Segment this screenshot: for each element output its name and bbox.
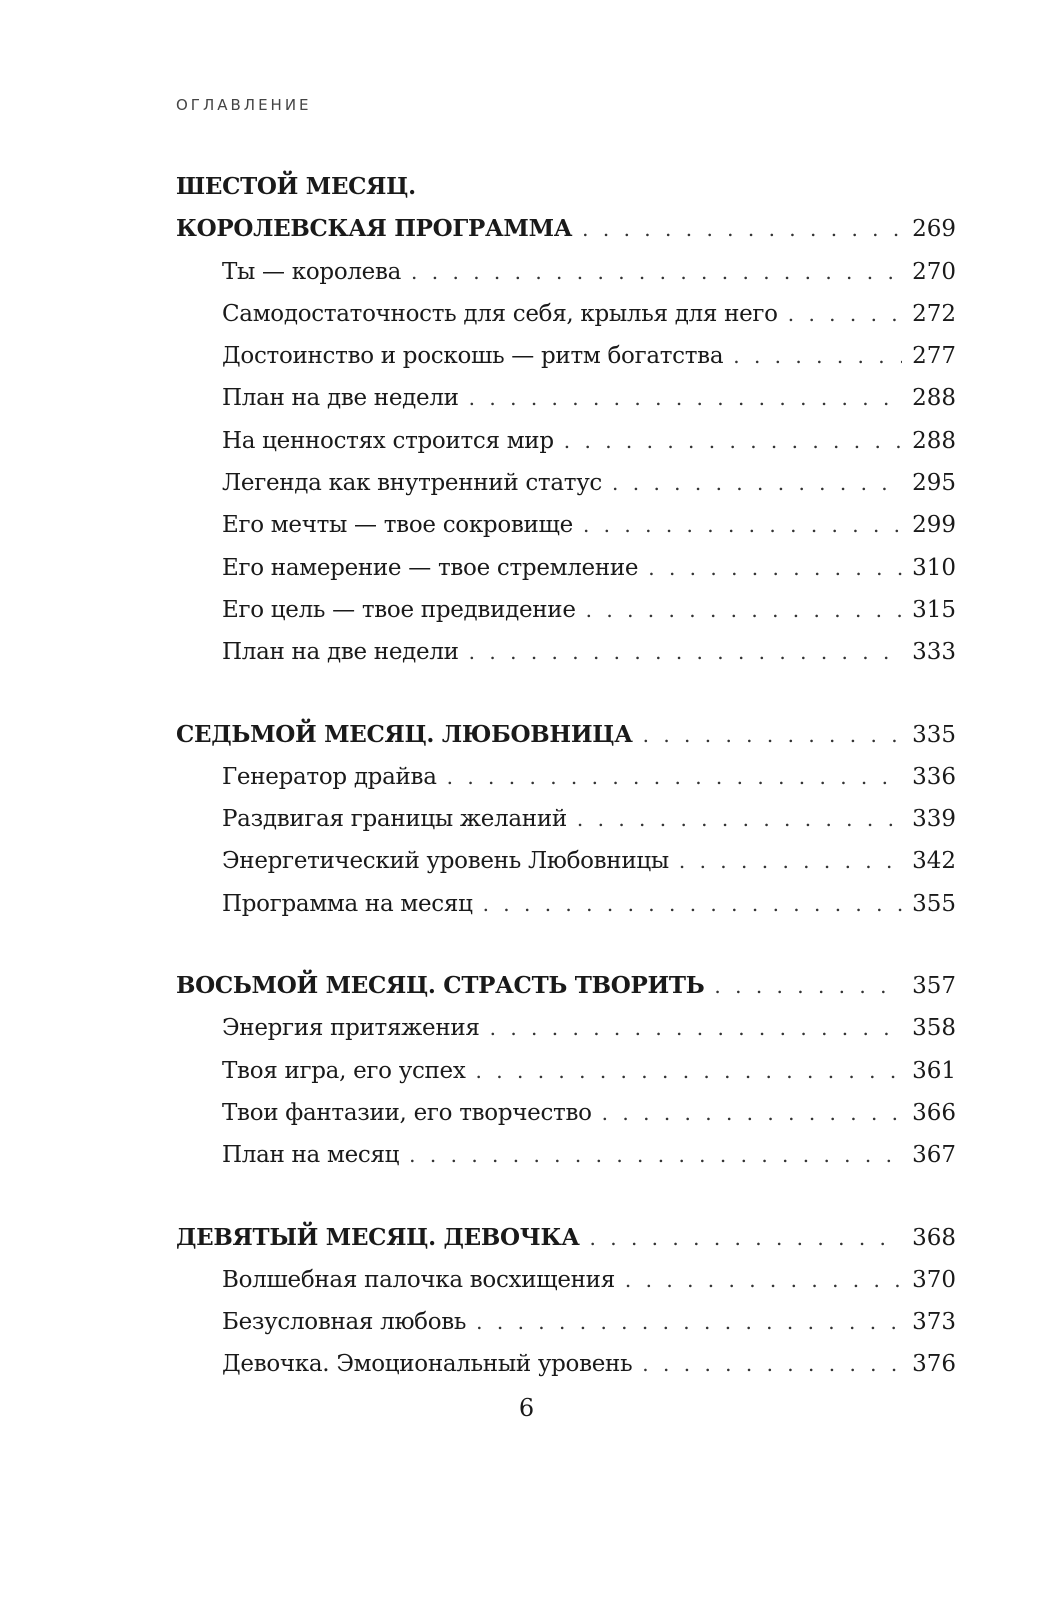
entry-page: 367 xyxy=(912,1142,956,1169)
dot-leader xyxy=(469,631,902,673)
entry-page: 373 xyxy=(912,1309,956,1336)
entry-title: Самодостаточность для себя, крылья для него xyxy=(222,300,778,327)
entry-title: Энергетический уровень Любовницы xyxy=(222,848,669,875)
toc-entry-major[interactable] xyxy=(176,208,956,250)
toc-entry[interactable] xyxy=(176,420,956,462)
entry-title: Волшебная палочка восхищения xyxy=(222,1266,615,1293)
dot-leader xyxy=(582,208,902,250)
entry-page: 315 xyxy=(912,596,956,623)
dot-leader xyxy=(469,377,902,419)
dot-leader xyxy=(483,883,902,925)
entry-title: Его мечты — твое сокровище xyxy=(222,512,573,539)
toc-entry-major[interactable] xyxy=(176,965,956,1007)
entry-title: Безусловная любовь xyxy=(222,1309,467,1336)
dot-leader xyxy=(586,589,902,631)
entry-page: 269 xyxy=(912,216,956,243)
entry-title: План на две недели xyxy=(222,385,459,412)
dot-leader xyxy=(476,1301,902,1343)
dot-leader xyxy=(409,1134,902,1176)
entry-page: 370 xyxy=(912,1266,956,1293)
dot-leader xyxy=(788,293,902,335)
entry-page: 339 xyxy=(912,806,956,833)
entry-page: 336 xyxy=(912,763,956,790)
entry-title: На ценностях строится мир xyxy=(222,427,554,454)
dot-leader xyxy=(648,547,902,589)
entry-page: 366 xyxy=(912,1099,956,1126)
dot-leader xyxy=(411,251,902,293)
dot-leader xyxy=(476,1050,902,1092)
dot-leader xyxy=(564,420,902,462)
entry-page: 376 xyxy=(912,1351,956,1378)
dot-leader xyxy=(490,1007,902,1049)
entry-page: 310 xyxy=(912,554,956,581)
toc-entry[interactable] xyxy=(176,756,956,798)
toc-entry[interactable] xyxy=(176,798,956,840)
entry-title: План на месяц xyxy=(222,1142,400,1169)
dot-leader xyxy=(625,1259,902,1301)
dot-leader xyxy=(643,714,902,756)
toc-entry[interactable] xyxy=(176,251,956,293)
toc-entry[interactable] xyxy=(176,840,956,882)
entry-title: Его цель — твое предвидение xyxy=(222,596,576,623)
entry-page: 277 xyxy=(912,343,956,370)
entry-page: 358 xyxy=(912,1015,956,1042)
toc-entry[interactable] xyxy=(176,547,956,589)
dot-leader xyxy=(642,1343,902,1385)
entry-title: План на две недели xyxy=(222,639,459,666)
dot-leader xyxy=(612,462,902,504)
toc-entry[interactable] xyxy=(176,1007,956,1049)
entry-page: 342 xyxy=(912,848,956,875)
dot-leader xyxy=(577,798,902,840)
entry-title: Программа на месяц xyxy=(222,890,473,917)
toc-entry[interactable] xyxy=(176,377,956,419)
toc-entry[interactable] xyxy=(176,1050,956,1092)
toc-entry-major[interactable] xyxy=(176,714,956,756)
entry-title: Энергия притяжения xyxy=(222,1015,480,1042)
running-head: ОГЛАВЛЕНИЕ xyxy=(176,96,312,114)
toc-entry[interactable] xyxy=(176,293,956,335)
entry-title: КОРОЛЕВСКАЯ ПРОГРАММА xyxy=(176,215,573,243)
toc-entry[interactable] xyxy=(176,1134,956,1176)
entry-page: 355 xyxy=(912,890,956,917)
toc-entry[interactable] xyxy=(176,504,956,546)
entry-page: 288 xyxy=(912,385,956,412)
entry-title: Генератор драйва xyxy=(222,763,437,790)
toc-entry-major[interactable] xyxy=(176,1217,956,1259)
toc-entry[interactable] xyxy=(176,462,956,504)
entry-title: СЕДЬМОЙ МЕСЯЦ. ЛЮБОВНИЦА xyxy=(176,720,633,748)
entry-title: ВОСЬМОЙ МЕСЯЦ. СТРАСТЬ ТВОРИТЬ xyxy=(176,972,705,1000)
entry-title: Твоя игра, его успех xyxy=(222,1057,466,1084)
dot-leader xyxy=(714,965,902,1007)
entry-page: 270 xyxy=(912,258,956,285)
toc-section-month-7 xyxy=(176,714,956,925)
entry-title: Раздвигая границы желаний xyxy=(222,806,567,833)
entry-page: 272 xyxy=(912,300,956,327)
toc-section-month-6 xyxy=(176,166,956,674)
section-heading-line: ШЕСТОЙ МЕСЯЦ. xyxy=(176,173,416,200)
entry-page: 368 xyxy=(912,1224,956,1251)
entry-page: 333 xyxy=(912,639,956,666)
table-of-contents xyxy=(176,166,956,1426)
dot-leader xyxy=(583,504,902,546)
toc-entry[interactable] xyxy=(176,1301,956,1343)
toc-entry[interactable] xyxy=(176,883,956,925)
entry-title: ДЕВЯТЫЙ МЕСЯЦ. ДЕВОЧКА xyxy=(176,1223,580,1251)
entry-page: 361 xyxy=(912,1057,956,1084)
entry-title: Достоинство и роскошь — ритм богатства xyxy=(222,343,724,370)
toc-entry[interactable] xyxy=(176,589,956,631)
entry-title: Легенда как внутренний статус xyxy=(222,470,603,497)
toc-entry[interactable] xyxy=(176,1092,956,1134)
entry-page: 357 xyxy=(912,973,956,1000)
toc-entry[interactable] xyxy=(176,1343,956,1385)
dot-leader xyxy=(590,1217,902,1259)
dot-leader xyxy=(733,335,902,377)
toc-entry[interactable] xyxy=(176,1259,956,1301)
entry-title: Твои фантазии, его творчество xyxy=(222,1099,592,1126)
toc-section-month-8 xyxy=(176,965,956,1176)
entry-page: 288 xyxy=(912,427,956,454)
entry-page: 295 xyxy=(912,470,956,497)
toc-entry[interactable] xyxy=(176,631,956,673)
entry-page: 335 xyxy=(912,721,956,748)
dot-leader xyxy=(679,840,902,882)
entry-title: Ты — королева xyxy=(222,258,402,285)
page-number: 6 xyxy=(518,1394,535,1422)
dot-leader xyxy=(602,1092,902,1134)
entry-title: Девочка. Эмоциональный уровень xyxy=(222,1351,633,1378)
entry-title: Его намерение — твое стремление xyxy=(222,554,639,581)
entry-page: 299 xyxy=(912,512,956,539)
toc-entry[interactable] xyxy=(176,335,956,377)
dot-leader xyxy=(447,756,902,798)
toc-section-month-9 xyxy=(176,1217,956,1386)
